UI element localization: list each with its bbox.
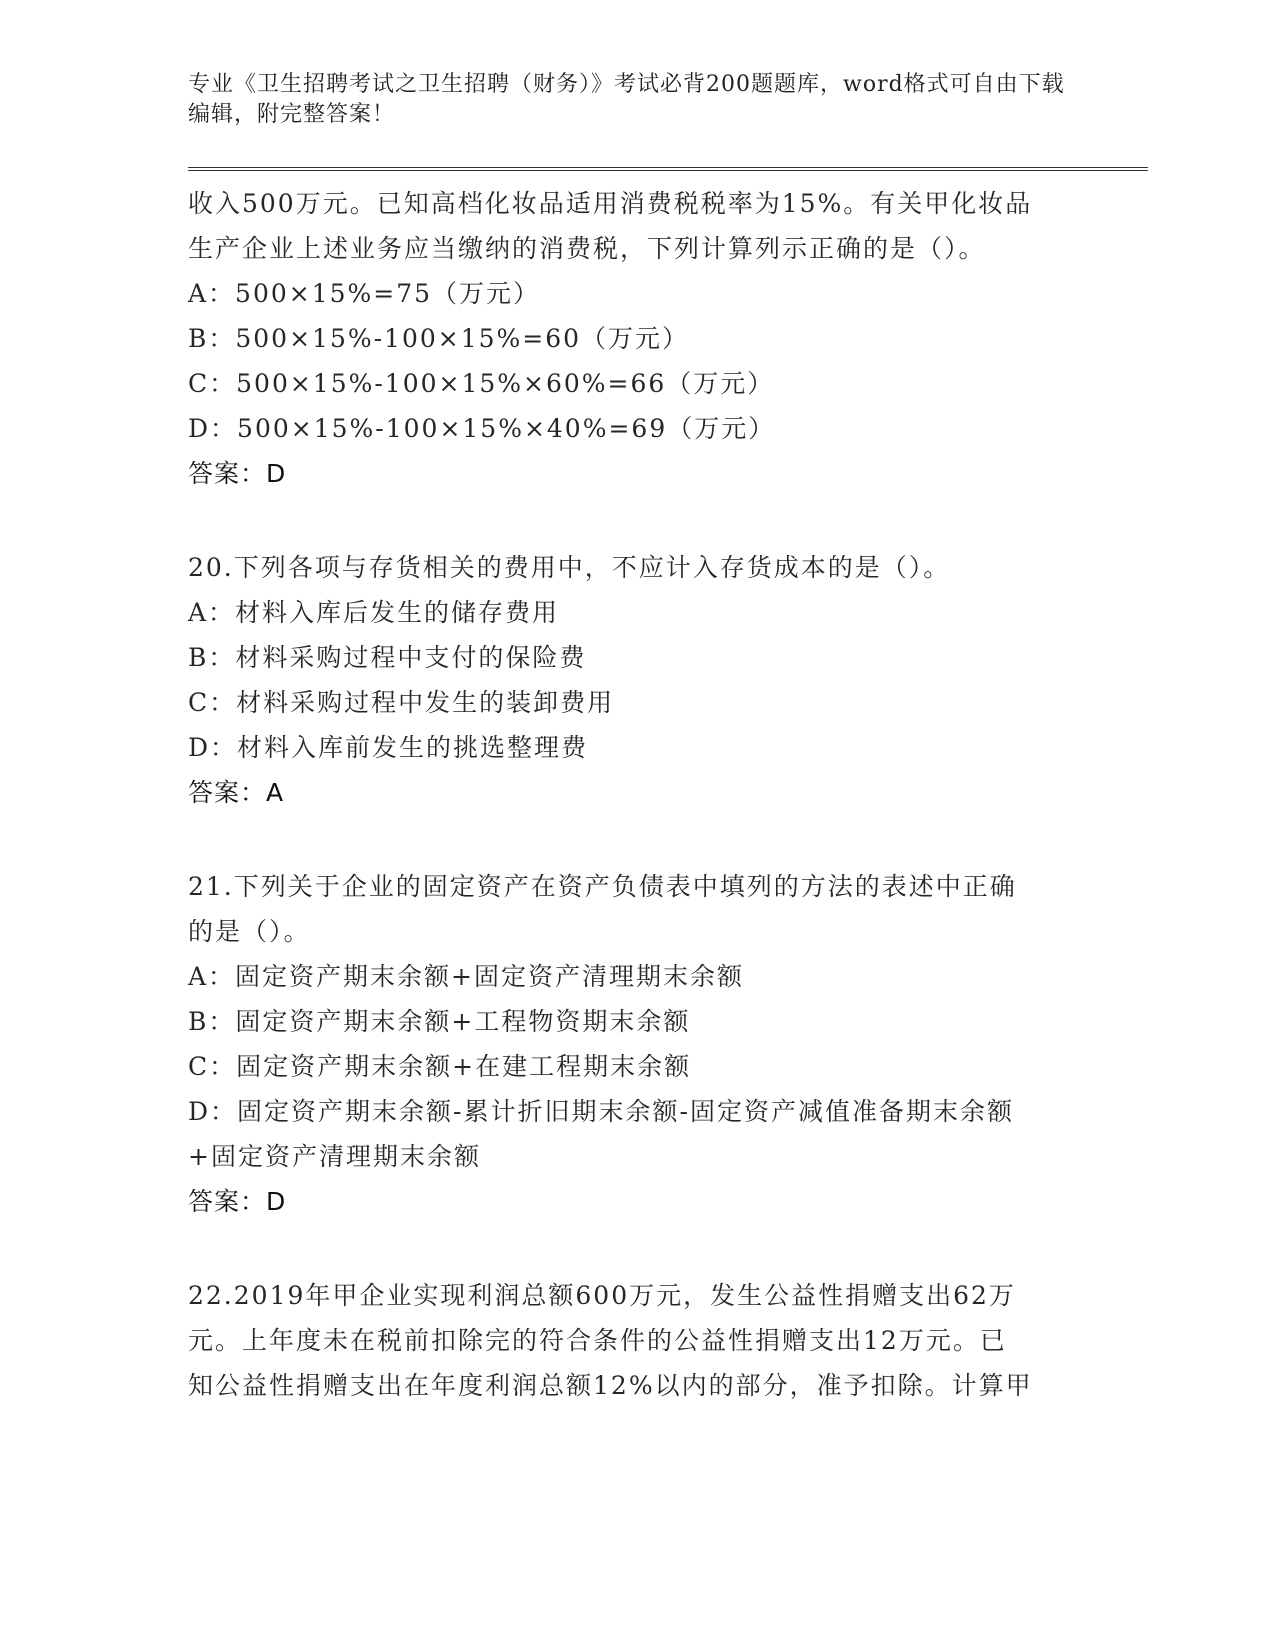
question-20-option-a: A：材料入库后发生的储存费用	[188, 598, 560, 627]
document-page	[188, 70, 1148, 1408]
question-19-option-b: B：500×15%-100×15%=60（万元）	[188, 324, 690, 353]
question-21-answer: 答案：D	[188, 1187, 287, 1216]
question-19-option-c: C：500×15%-100×15%×60%=66（万元）	[188, 369, 775, 398]
question-20-stem: 20.下列各项与存货相关的费用中，不应计入存货成本的是（）。	[188, 553, 951, 582]
question-21-option-d: D：固定资产期末余额-累计折旧期末余额-固定资产减值准备期末余额	[188, 1097, 1014, 1126]
question-20-option-d: D：材料入库前发生的挑选整理费	[188, 733, 589, 762]
question-19-answer: 答案：D	[188, 459, 287, 488]
question-22-block	[188, 1273, 1148, 1408]
question-21-option-d-continued: +固定资产清理期末余额	[188, 1142, 481, 1171]
question-20-option-b: B：材料采购过程中支付的保险费	[188, 643, 587, 672]
question-19-block	[188, 181, 1148, 496]
document-header-title: 专业《卫生招聘考试之卫生招聘（财务）》考试必背200题题库，word格式可自由下载编辑，附完整答案！	[188, 72, 1065, 127]
question-22-stem-line-1: 22.2019年甲企业实现利润总额600万元，发生公益性捐赠支出62万	[188, 1281, 1016, 1310]
question-19-option-d: D：500×15%-100×15%×40%=69（万元）	[188, 414, 776, 443]
spacer	[188, 496, 1148, 545]
question-20-answer: 答案：A	[188, 778, 285, 807]
question-21-stem-line-1: 21.下列关于企业的固定资产在资产负债表中填列的方法的表述中正确	[188, 872, 1017, 901]
question-22-stem-line-3: 知公益性捐赠支出在年度利润总额12%以内的部分，准予扣除。计算甲	[188, 1371, 1033, 1400]
question-21-stem-line-2: 的是（）。	[188, 917, 311, 946]
question-21-option-a: A：固定资产期末余额+固定资产清理期末余额	[188, 962, 745, 991]
question-19-option-a: A：500×15%=75（万元）	[188, 279, 541, 308]
question-20-option-c: C：材料采购过程中发生的装卸费用	[188, 688, 615, 717]
question-21-option-b: B：固定资产期末余额+工程物资期末余额	[188, 1007, 691, 1036]
question-19-stem-line-2: 生产企业上述业务应当缴纳的消费税，下列计算列示正确的是（）。	[188, 234, 986, 263]
question-21-block	[188, 864, 1148, 1224]
spacer	[188, 1224, 1148, 1273]
question-21-option-c: C：固定资产期末余额+在建工程期末余额	[188, 1052, 692, 1081]
spacer	[188, 815, 1148, 864]
question-20-block	[188, 545, 1148, 815]
question-22-stem-line-2: 元。上年度未在税前扣除完的符合条件的公益性捐赠支出12万元。已	[188, 1326, 1007, 1355]
header-divider	[188, 167, 1148, 171]
question-19-stem-line-1: 收入500万元。已知高档化妆品适用消费税税率为15%。有关甲化妆品	[188, 189, 1033, 218]
